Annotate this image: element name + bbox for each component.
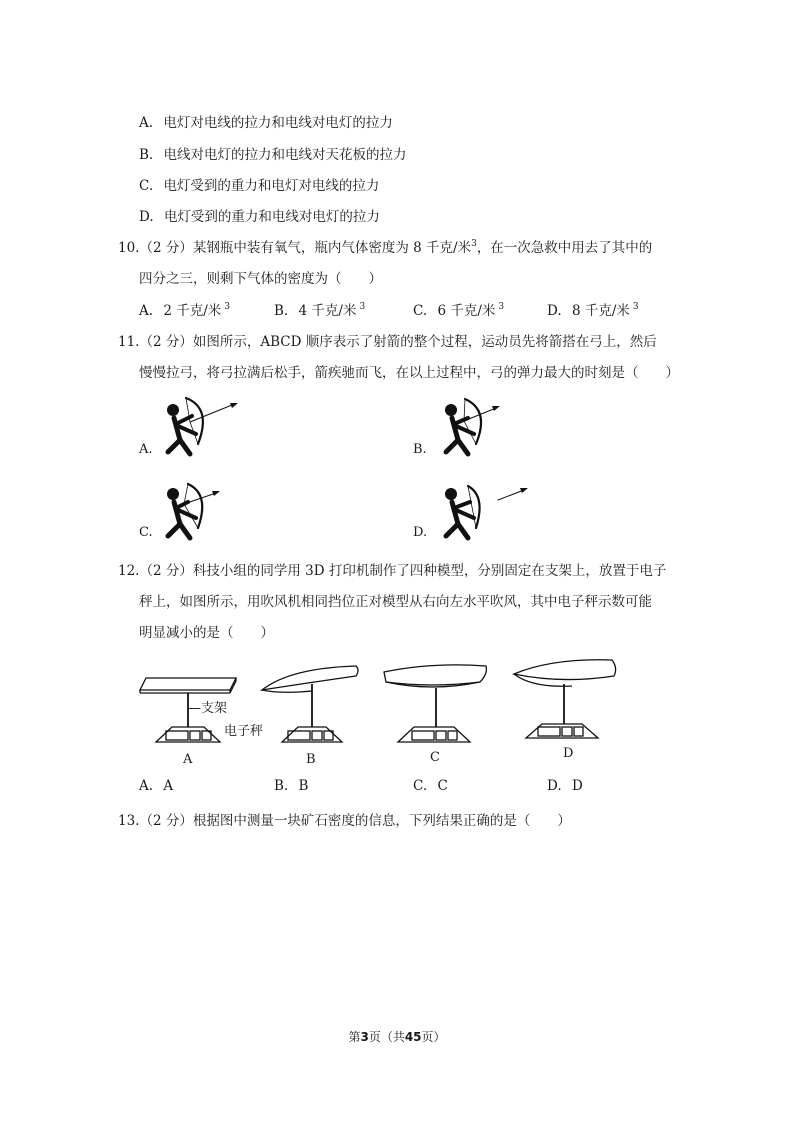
q10-option-b <box>274 299 365 319</box>
q12-label-scale: 电子秤 <box>224 724 264 739</box>
q12-option-b <box>274 778 308 794</box>
archer-a-figure <box>160 396 244 458</box>
q10-option-d-text: 8 千克/米 <box>571 303 630 319</box>
q9-option-b-text: 电线对电灯的拉力和电线对天花板的拉力 <box>163 147 407 163</box>
q10-option-d-sup: 3 <box>632 302 639 312</box>
q12-option-b-letter: B. <box>274 778 289 794</box>
q11-label-d: D. <box>413 525 428 540</box>
footer-mid: 页（共 <box>368 1030 405 1044</box>
q9-option-a-letter: A. <box>139 115 154 131</box>
q10-stem-sup: 3 <box>471 239 477 249</box>
q10-option-d-letter: D. <box>547 303 562 319</box>
q10-stem-line2: 四分之三，则剩下气体的密度为（ ） <box>139 271 382 287</box>
q10-option-a <box>139 299 230 319</box>
q13-stem-line1: 13.（2 分）根据图中测量一块矿石密度的信息，下列结果正确的是（ ） <box>118 813 571 829</box>
q11-stem-line2: 慢慢拉弓，将弓拉满后松手，箭疾驰而飞，在以上过程中，弓的弹力最大的时刻是（ ） <box>139 365 679 381</box>
q12-option-a-text: A <box>163 778 174 794</box>
q9-option-c <box>139 174 379 194</box>
q12-label-stand: —支架 <box>188 701 228 716</box>
q9-option-a-text: 电灯对电线的拉力和电线对电灯的拉力 <box>163 115 393 131</box>
q10-option-a-text: 2 千克/米 <box>163 303 222 319</box>
q12-option-d-letter: D. <box>547 778 562 794</box>
q12-stem-line1: 12.（2 分）科技小组的同学用 3D 打印机制作了四种模型，分别固定在支架上，放置于电子 <box>118 563 667 579</box>
q9-option-b <box>139 143 407 163</box>
q12-fig-label-d: D <box>563 746 574 761</box>
q9-option-d-letter: D. <box>139 209 154 225</box>
archer-c-figure <box>160 480 244 542</box>
q10-option-b-text: 4 千克/米 <box>298 303 357 319</box>
q10-option-b-sup: 3 <box>359 302 366 312</box>
footer-total-pages: 45 <box>404 1030 422 1044</box>
q10-option-c-sup: 3 <box>498 302 505 312</box>
q9-option-c-text: 电灯受到的重力和电灯对电线的拉力 <box>163 178 380 194</box>
footer-post: 页） <box>421 1030 446 1044</box>
q12-option-a <box>139 778 173 794</box>
q12-option-c-text: C <box>437 778 448 794</box>
footer-page-number: 3 <box>360 1030 369 1044</box>
q10-option-c-text: 6 千克/米 <box>437 303 496 319</box>
archer-d-figure <box>438 480 538 542</box>
q9-option-d <box>139 205 380 225</box>
q10-option-b-letter: B. <box>274 303 289 319</box>
q12-option-a-letter: A. <box>139 778 154 794</box>
q12-option-b-text: B <box>298 778 309 794</box>
q9-option-a <box>139 111 393 131</box>
q10-option-c <box>413 299 504 319</box>
q12-option-c-letter: C. <box>413 778 428 794</box>
model-d-figure <box>512 654 620 744</box>
q11-label-a: A. <box>139 442 153 457</box>
q10-option-a-sup: 3 <box>224 302 231 312</box>
model-b-figure <box>260 664 364 748</box>
q10-option-d <box>547 299 639 319</box>
page-footer <box>0 1028 794 1045</box>
q12-fig-label-a: A <box>183 752 193 767</box>
q9-option-c-letter: C. <box>139 178 154 194</box>
q12-option-c <box>413 778 448 794</box>
q12-label-stand-text: 支架 <box>201 701 228 716</box>
q9-option-b-letter: B. <box>139 147 154 163</box>
q12-option-d-text: D <box>571 778 583 794</box>
q10-stem-pre: 10.（2 分）某钢瓶中装有氧气，瓶内气体密度为 8 千克/米 <box>118 240 472 256</box>
q10-option-c-letter: C. <box>413 303 428 319</box>
q11-label-b: B. <box>413 442 427 457</box>
q12-stem-line2: 秤上，如图所示，用吹风机相同挡位正对模型从右向左水平吹风，其中电子秤示数可能 <box>139 594 652 610</box>
q11-stem-line1: 11.（2 分）如图所示，ABCD 顺序表示了射箭的整个过程，运动员先将箭搭在弓上，然后 <box>118 334 657 350</box>
footer-pre: 第 <box>348 1030 361 1044</box>
q12-fig-label-c: C <box>430 750 440 765</box>
q10-stem-line1 <box>118 236 652 256</box>
q9-option-d-text: 电灯受到的重力和电线对电灯的拉力 <box>163 209 380 225</box>
model-c-figure <box>382 662 490 748</box>
q11-label-c: C. <box>139 525 153 540</box>
archer-b-figure <box>438 396 522 458</box>
q12-stem-line3: 明显减小的是（ ） <box>139 625 274 641</box>
q12-fig-label-b: B <box>306 752 316 767</box>
q10-option-a-letter: A. <box>139 303 154 319</box>
q12-option-d <box>547 778 583 794</box>
q10-stem-post: ，在一次急救中用去了其中的 <box>476 240 653 256</box>
